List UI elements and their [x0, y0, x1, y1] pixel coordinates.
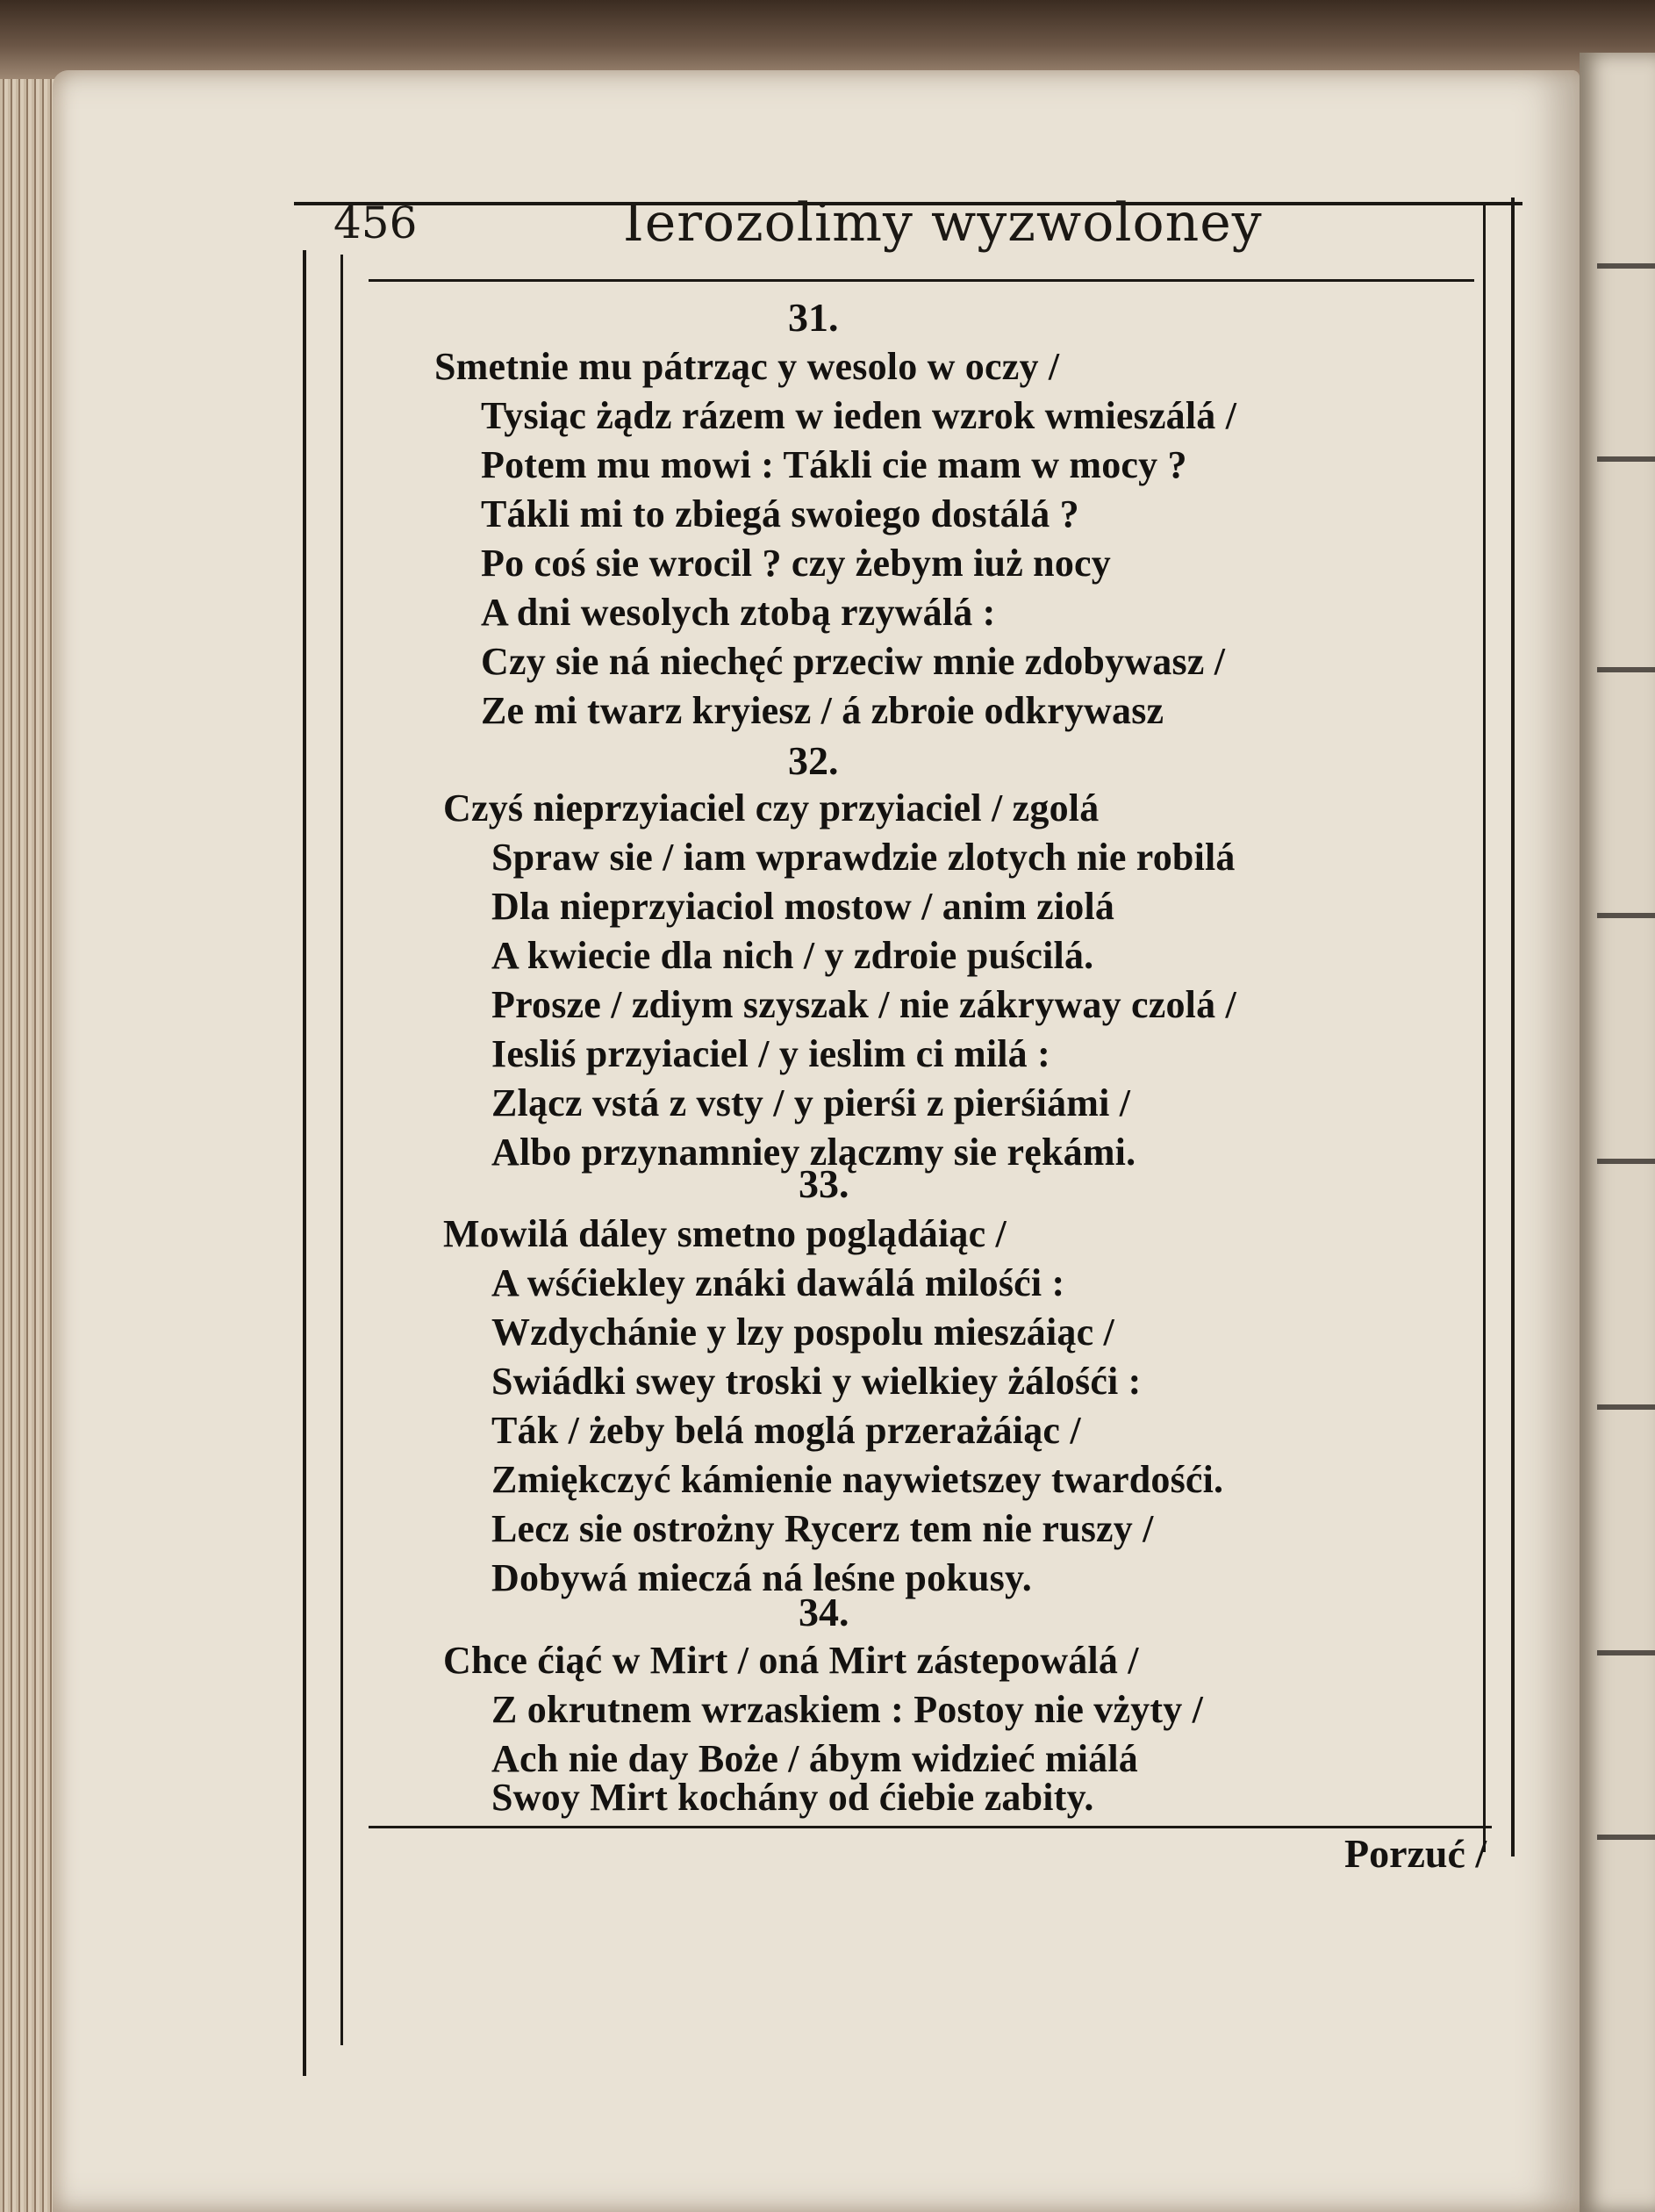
verse-line: Swiádki swey troski y wielkiey żálośći : — [491, 1360, 1142, 1403]
verse-line: Dobywá mieczá ná leśne pokusy. — [491, 1556, 1032, 1599]
frame-left-outer-rule — [303, 250, 306, 2076]
verse-line: A wśćiekley znáki dawálá milośći : — [491, 1261, 1065, 1304]
verse-line: Ták / żeby belá moglá przerażáiąc / — [491, 1409, 1081, 1452]
verse-line: Potem mu mowi : Tákli cie mam w mocy ? — [481, 443, 1187, 486]
verse-line: Mowilá dáley smetno poglądáiąc / — [443, 1212, 1007, 1255]
frame-bottom-rule — [369, 1826, 1492, 1828]
facing-page-text-line — [1597, 1404, 1655, 1410]
verse-line: Po coś sie wrocil ? czy żebym iuż nocy — [481, 542, 1111, 585]
facing-page-text-line — [1597, 913, 1655, 918]
verse-line: Iesliś przyiaciel / y ieslim ci milá : — [491, 1032, 1050, 1075]
verse-line: Albo przynamniey zlączmy sie rękámi. — [491, 1131, 1136, 1174]
verse-line: Tysiąc żądz rázem w ieden wzrok wmieszálá / — [481, 394, 1237, 437]
verse-line: A dni wesolych ztobą rzywálá : — [481, 591, 996, 634]
facing-page-edge — [1580, 53, 1655, 2212]
verse-line: A kwiecie dla nich / y zdroie puścilá. — [491, 934, 1094, 977]
facing-page-text-line — [1597, 1835, 1655, 1840]
stanza-number: 33. — [799, 1161, 849, 1206]
stanza-number: 34. — [799, 1590, 849, 1634]
facing-page-text-line — [1597, 456, 1655, 462]
verse-line: Prosze / zdiym szyszak / nie zákryway czolá / — [491, 983, 1236, 1026]
verse-line: Zmiękczyć kámienie naywietszey twardośći. — [491, 1458, 1224, 1501]
verse-line: Tákli mi to zbiegá swoiego dostálá ? — [481, 492, 1079, 535]
stanza-number: 31. — [788, 295, 839, 340]
frame-right-inner-rule — [1483, 202, 1486, 1852]
verse-line: Ze mi twarz kryiesz / á zbroie odkrywasz — [481, 689, 1164, 732]
facing-page-text-line — [1597, 667, 1655, 672]
page-title: Ierozolimy wyzwoloney — [623, 192, 1263, 254]
running-header — [333, 192, 1544, 268]
frame-left-inner-rule — [340, 255, 343, 2045]
header-rule — [369, 279, 1474, 282]
stanza-number: 32. — [788, 738, 839, 783]
facing-page-text-line — [1597, 263, 1655, 269]
catchword: Porzuć / — [1344, 1831, 1487, 1876]
facing-page-text-line — [1597, 1650, 1655, 1655]
verse-line: Swoy Mirt kochány od ćiebie zabity. — [491, 1776, 1094, 1819]
verse-line: Czy sie ná niechęć przeciw mnie zdobywasz / — [481, 640, 1226, 683]
verse-line: Chce ćiąć w Mirt / oná Mirt zástepowálá / — [443, 1639, 1139, 1682]
verse-line: Lecz sie ostrożny Rycerz tem nie ruszy / — [491, 1507, 1154, 1550]
verse-line: Ach nie day Boże / ábym widzieć miálá — [491, 1737, 1139, 1780]
verse-line: Zlącz vstá z vsty / y pierśi z pierśiámi / — [491, 1081, 1131, 1124]
verse-line: Dla nieprzyiaciol mostow / anim ziolá — [491, 885, 1115, 928]
verse-line: Wzdychánie y lzy pospolu mieszáiąc / — [491, 1311, 1114, 1354]
verse-line: Czyś nieprzyiaciel czy przyiaciel / zgolá — [443, 786, 1100, 830]
facing-page-text-line — [1597, 1159, 1655, 1164]
verse-line: Smetnie mu pátrząc y wesolo w oczy / — [434, 345, 1060, 388]
page-number: 456 — [333, 198, 418, 248]
verse-line: Z okrutnem wrzaskiem : Postoy nie vżyty / — [491, 1688, 1204, 1731]
verse-line: Spraw sie / iam wprawdzie zlotych nie robilá — [491, 836, 1236, 879]
frame-right-outer-rule — [1511, 198, 1515, 1856]
